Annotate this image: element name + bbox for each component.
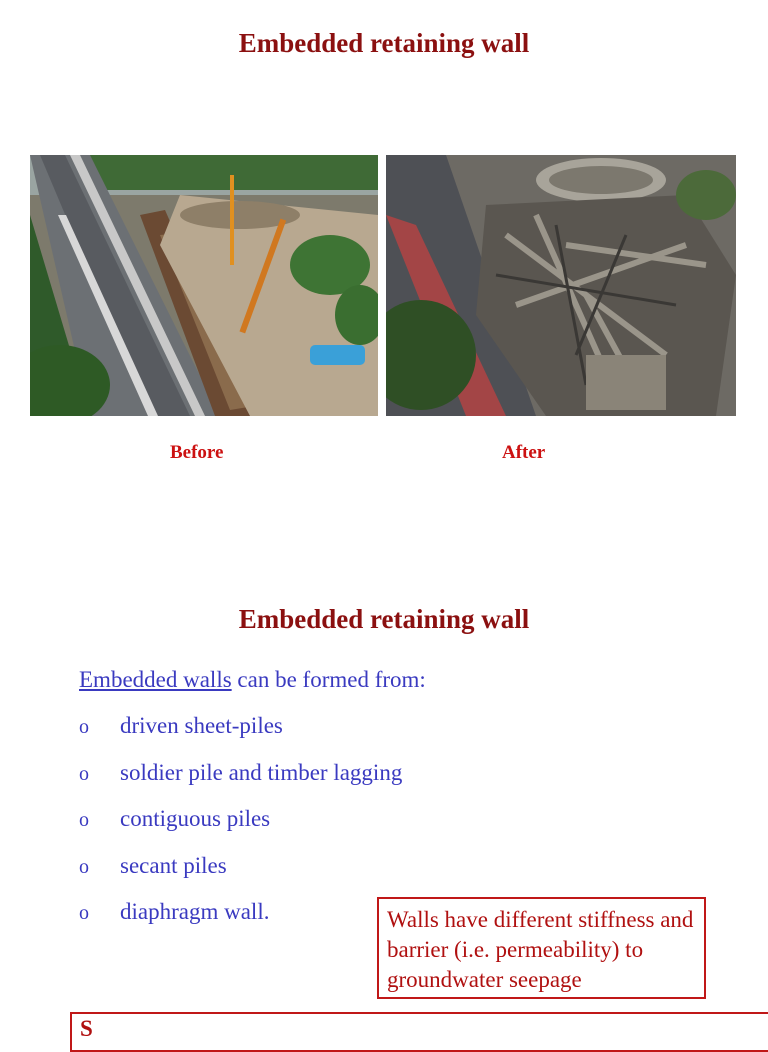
stiffness-note-box: Walls have different stiffness and barrier (i.e. permeability) to groundwater seepage xyxy=(377,897,706,999)
bullet-marker: o xyxy=(79,902,89,924)
list-item-label: secant piles xyxy=(120,852,227,878)
bullet-marker: o xyxy=(79,716,89,738)
intro-text xyxy=(79,667,426,693)
after-photo xyxy=(386,155,736,416)
slide-title: Embedded retaining wall xyxy=(238,604,530,634)
list-item xyxy=(79,853,402,900)
list-item-label: diaphragm wall. xyxy=(120,899,270,924)
list-item xyxy=(79,713,402,760)
list-item xyxy=(79,760,402,807)
intro-rest: can be formed from: xyxy=(231,667,426,692)
list-item-label: soldier pile and timber lagging xyxy=(120,759,403,785)
before-caption: Before xyxy=(170,442,224,463)
bullet-marker: o xyxy=(79,762,89,785)
bottom-note-box: S xyxy=(70,1012,768,1052)
bullet-marker: o xyxy=(79,809,89,831)
after-caption: After xyxy=(502,442,546,463)
wall-type-list xyxy=(79,713,402,946)
list-item xyxy=(79,899,402,946)
list-item-label: driven sheet-piles xyxy=(120,713,283,738)
list-item-label: contiguous piles xyxy=(120,806,271,831)
list-item xyxy=(79,806,402,853)
bullet-marker: o xyxy=(79,855,89,878)
embedded-walls-link[interactable]: Embedded walls xyxy=(79,667,232,692)
before-photo xyxy=(30,155,378,416)
slide-title: Embedded retaining wall xyxy=(238,28,530,58)
